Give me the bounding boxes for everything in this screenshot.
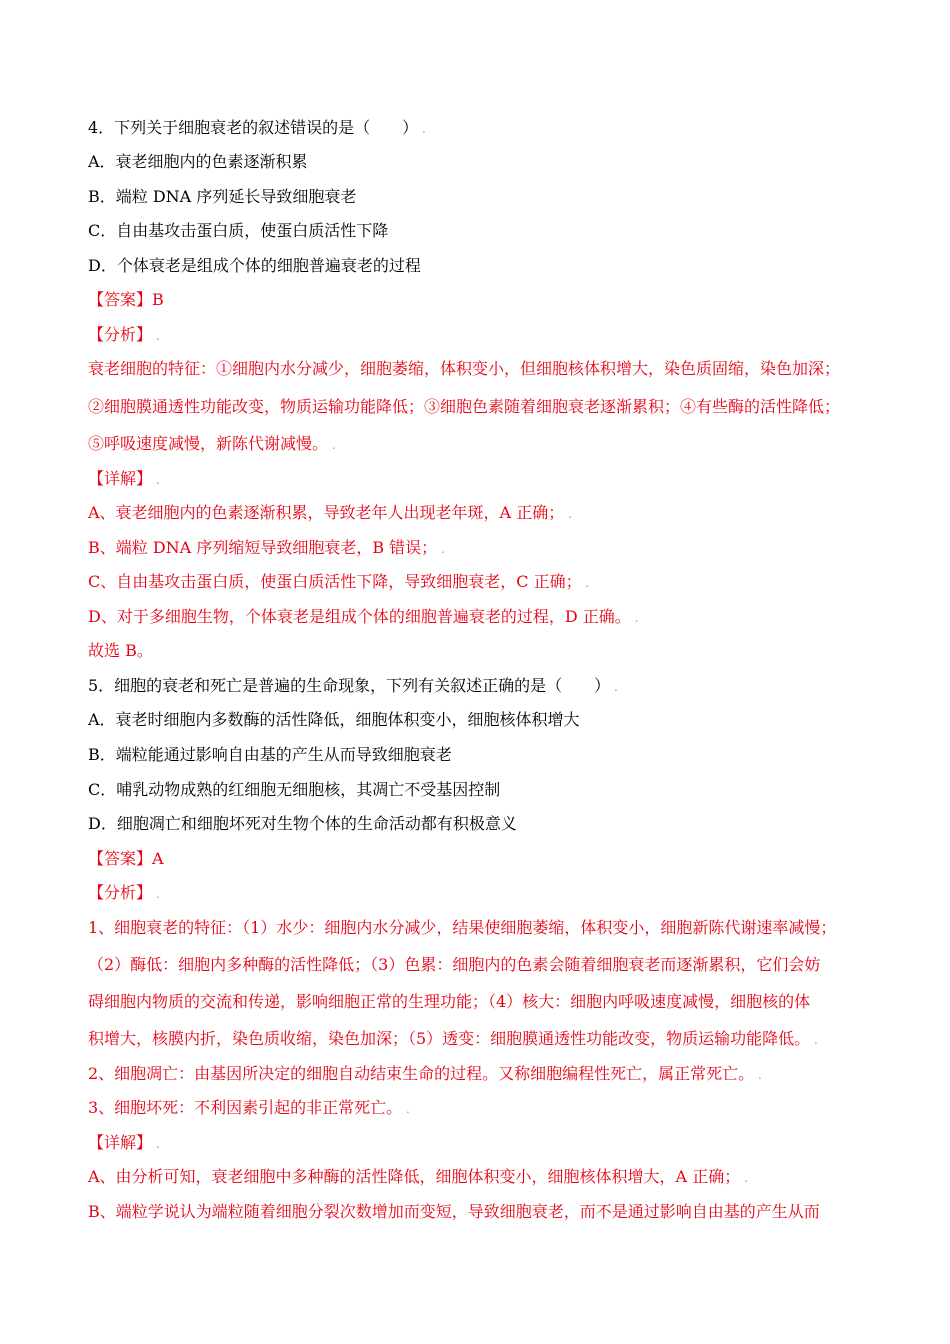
q4-option-a: A．衰老细胞内的色素逐渐积累 [88, 152, 308, 171]
q5-answer: 【答案】A [88, 849, 164, 868]
q4-detail-c: C、自由基攻击蛋白质，使蛋白质活性下降，导致细胞衰老，C 正确； . [88, 572, 590, 591]
q5-analysis-line-4: 积增大，核膜内折，染色质收缩，染色加深；（5）透变：细胞膜通透性功能改变，物质运输功能降低。 . [88, 1029, 818, 1048]
q4-option-c: C．自由基攻击蛋白质，使蛋白质活性下降 [88, 221, 389, 240]
q4-detail-label: 【详解】 . [88, 469, 160, 488]
q4-stem: 4．下列关于细胞衰老的叙述错误的是（ ） . [88, 118, 426, 137]
q5-option-c: C．哺乳动物成熟的红细胞无细胞核，其凋亡不受基因控制 [88, 780, 501, 799]
q5-analysis-label: 【分析】 . [88, 883, 160, 902]
q5-option-d: D．细胞凋亡和细胞坏死对生物个体的生命活动都有积极意义 [88, 814, 517, 833]
q5-analysis-line-2: （2）酶低：细胞内多种酶的活性降低；（3）色累：细胞内的色素会随着细胞衰老而逐渐累积，它们会妨 [88, 955, 821, 974]
q4-option-d: D．个体衰老是组成个体的细胞普遍衰老的过程 [88, 256, 421, 275]
q5-option-a: A．衰老时细胞内多数酶的活性降低，细胞体积变小，细胞核体积增大 [88, 710, 580, 729]
q5-option-b: B．端粒能通过影响自由基的产生从而导致细胞衰老 [88, 745, 452, 764]
q4-analysis-label: 【分析】 . [88, 325, 160, 344]
q5-detail-a: A、由分析可知，衰老细胞中多种酶的活性降低，细胞体积变小，细胞核体积增大，A 正确； . [88, 1167, 748, 1186]
q4-analysis-line-3: ⑤呼吸速度减慢，新陈代谢减慢。 . [88, 434, 336, 453]
q5-analysis-line-6: 3、细胞坏死：不利因素引起的非正常死亡。 . [88, 1098, 410, 1117]
q5-analysis-line-1: 1、细胞衰老的特征：（1）水少：细胞内水分减少，结果使细胞萎缩，体积变小，细胞新陈代谢速率减慢； [88, 918, 837, 937]
q4-option-b: B．端粒 DNA 序列延长导致细胞衰老 [88, 187, 357, 206]
q4-analysis-line-1: 衰老细胞的特征：①细胞内水分减少，细胞萎缩，体积变小，但细胞核体积增大，染色质固缩，染色加深； [88, 359, 841, 378]
q4-detail-b: B、端粒 DNA 序列缩短导致细胞衰老，B 错误； . [88, 538, 445, 557]
q4-detail-a: A、衰老细胞内的色素逐渐积累，导致老年人出现老年斑，A 正确； . [88, 503, 572, 522]
q4-answer: 【答案】B [88, 290, 164, 309]
q5-stem: 5．细胞的衰老和死亡是普遍的生命现象，下列有关叙述正确的是（ ） . [88, 676, 618, 695]
q5-detail-b: B、端粒学说认为端粒随着细胞分裂次数增加而变短，导致细胞衰老，而不是通过影响自由基的产生从而 [88, 1202, 820, 1221]
q4-detail-d: D、对于多细胞生物，个体衰老是组成个体的细胞普遍衰老的过程，D 正确。 . [88, 607, 639, 626]
q5-analysis-line-3: 碍细胞内物质的交流和传递，影响细胞正常的生理功能；（4）核大：细胞内呼吸速度减慢，细胞核的体 [88, 992, 811, 1011]
q4-conclusion: 故选 B。 [88, 641, 153, 660]
q5-analysis-line-5: 2、细胞凋亡：由基因所决定的细胞自动结束生命的过程。又称细胞编程性死亡，属正常死亡。 . [88, 1064, 762, 1083]
q5-detail-label: 【详解】 . [88, 1133, 160, 1152]
q4-analysis-line-2: ②细胞膜通透性功能改变，物质运输功能降低；③细胞色素随着细胞衰老逐渐累积；④有些酶的活性降低； [88, 397, 841, 416]
